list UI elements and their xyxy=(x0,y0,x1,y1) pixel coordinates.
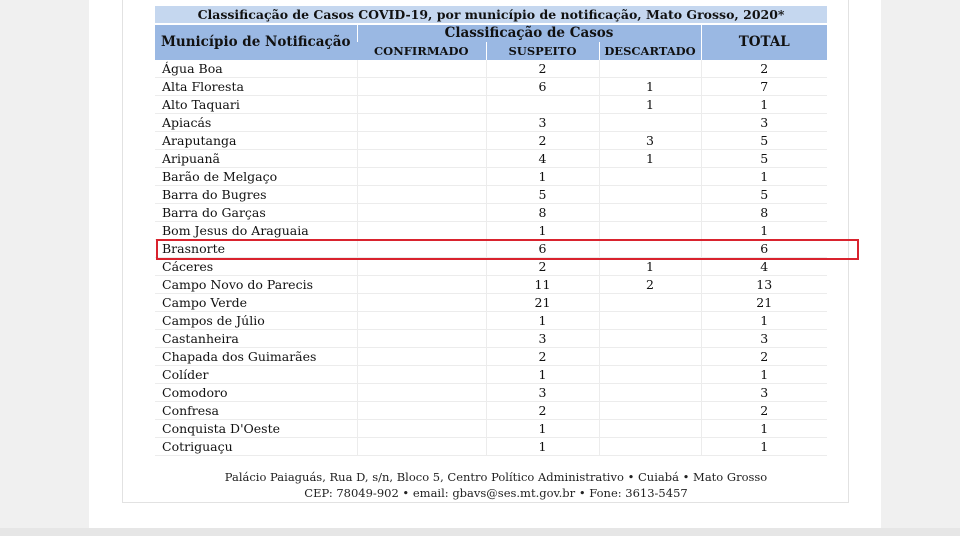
cell-confirmado xyxy=(357,384,486,402)
header-descartado: DESCARTADO xyxy=(599,42,701,60)
cell-confirmado xyxy=(357,438,486,456)
header-total: TOTAL xyxy=(701,24,827,60)
cell-municipio: Colíder xyxy=(155,366,357,384)
table-row xyxy=(155,96,827,114)
cell-descartado xyxy=(599,348,701,366)
cell-descartado xyxy=(599,114,701,132)
table-row xyxy=(155,258,827,276)
cell-descartado: 1 xyxy=(599,150,701,168)
cell-municipio: Comodoro xyxy=(155,384,357,402)
cell-municipio: Alto Taquari xyxy=(155,96,357,114)
cell-descartado xyxy=(599,186,701,204)
cell-total: 3 xyxy=(701,330,827,348)
cell-municipio: Água Boa xyxy=(155,60,357,78)
footer-contact: CEP: 78049-902 • email: gbavs@ses.mt.gov.br • Fone: 3613-5457 xyxy=(304,486,688,500)
cell-total: 6 xyxy=(701,240,827,258)
table-row xyxy=(155,402,827,420)
cell-confirmado xyxy=(357,402,486,420)
cell-suspeito: 1 xyxy=(486,366,599,384)
table-row xyxy=(155,78,827,96)
cell-suspeito: 1 xyxy=(486,420,599,438)
cell-suspeito: 8 xyxy=(486,204,599,222)
cell-descartado xyxy=(599,240,701,258)
table-row xyxy=(155,186,827,204)
cell-confirmado xyxy=(357,78,486,96)
cell-confirmado xyxy=(357,114,486,132)
cell-confirmado xyxy=(357,312,486,330)
cell-suspeito: 1 xyxy=(486,222,599,240)
cell-suspeito xyxy=(486,96,599,114)
table-row xyxy=(155,420,827,438)
cell-suspeito: 21 xyxy=(486,294,599,312)
cell-confirmado xyxy=(357,150,486,168)
cell-descartado xyxy=(599,60,701,78)
cell-municipio: Araputanga xyxy=(155,132,357,150)
cell-descartado: 1 xyxy=(599,258,701,276)
cell-total: 13 xyxy=(701,276,827,294)
cell-total: 2 xyxy=(701,402,827,420)
table-row xyxy=(155,330,827,348)
cell-descartado: 1 xyxy=(599,78,701,96)
cell-municipio: Castanheira xyxy=(155,330,357,348)
cell-confirmado xyxy=(357,168,486,186)
cell-descartado xyxy=(599,438,701,456)
header-suspeito: SUSPEITO xyxy=(486,42,599,60)
cell-suspeito: 6 xyxy=(486,240,599,258)
cell-municipio: Barra do Garças xyxy=(155,204,357,222)
cell-confirmado xyxy=(357,258,486,276)
cell-confirmado xyxy=(357,240,486,258)
cell-suspeito: 2 xyxy=(486,258,599,276)
cell-total: 7 xyxy=(701,78,827,96)
cell-municipio: Confresa xyxy=(155,402,357,420)
table-row xyxy=(155,114,827,132)
cell-total: 3 xyxy=(701,114,827,132)
covid-cases-table xyxy=(155,6,827,456)
cell-total: 4 xyxy=(701,258,827,276)
cell-confirmado xyxy=(357,366,486,384)
cell-suspeito: 2 xyxy=(486,132,599,150)
cell-confirmado xyxy=(357,96,486,114)
cell-confirmado xyxy=(357,420,486,438)
cell-suspeito: 3 xyxy=(486,114,599,132)
cell-descartado xyxy=(599,312,701,330)
cell-municipio: Brasnorte xyxy=(155,240,357,258)
cell-total: 1 xyxy=(701,420,827,438)
cell-municipio: Conquista D'Oeste xyxy=(155,420,357,438)
header-confirmado: CONFIRMADO xyxy=(357,42,486,60)
cell-municipio: Campo Verde xyxy=(155,294,357,312)
cell-descartado: 1 xyxy=(599,96,701,114)
cell-municipio: Barra do Bugres xyxy=(155,186,357,204)
cell-confirmado xyxy=(357,330,486,348)
cell-suspeito: 2 xyxy=(486,348,599,366)
cell-descartado xyxy=(599,330,701,348)
bottom-strip xyxy=(0,528,960,536)
cell-suspeito: 2 xyxy=(486,402,599,420)
cell-suspeito: 11 xyxy=(486,276,599,294)
cell-total: 8 xyxy=(701,204,827,222)
cell-confirmado xyxy=(357,204,486,222)
cell-descartado xyxy=(599,402,701,420)
cell-confirmado xyxy=(357,294,486,312)
cell-municipio: Apiacás xyxy=(155,114,357,132)
cell-descartado xyxy=(599,222,701,240)
cell-suspeito: 4 xyxy=(486,150,599,168)
cell-suspeito: 1 xyxy=(486,438,599,456)
cell-suspeito: 6 xyxy=(486,78,599,96)
cell-total: 1 xyxy=(701,168,827,186)
cell-confirmado xyxy=(357,222,486,240)
table-row xyxy=(155,240,827,258)
cell-suspeito: 3 xyxy=(486,330,599,348)
table-row xyxy=(155,150,827,168)
cell-total: 5 xyxy=(701,186,827,204)
cell-municipio: Cotriguaçu xyxy=(155,438,357,456)
cell-total: 5 xyxy=(701,150,827,168)
cell-municipio: Bom Jesus do Araguaia xyxy=(155,222,357,240)
cell-confirmado xyxy=(357,276,486,294)
cell-descartado xyxy=(599,420,701,438)
table-row xyxy=(155,312,827,330)
cell-total: 1 xyxy=(701,366,827,384)
cell-total: 5 xyxy=(701,132,827,150)
cell-confirmado xyxy=(357,186,486,204)
cell-total: 1 xyxy=(701,438,827,456)
footer-address: Palácio Paiaguás, Rua D, s/n, Bloco 5, Centro Político Administrativo • Cuiabá • Mato Grosso xyxy=(224,470,768,484)
cell-descartado xyxy=(599,294,701,312)
cell-suspeito: 2 xyxy=(486,60,599,78)
table-row xyxy=(155,294,827,312)
cell-confirmado xyxy=(357,348,486,366)
cell-municipio: Alta Floresta xyxy=(155,78,357,96)
table-body xyxy=(155,60,827,456)
cell-municipio: Chapada dos Guimarães xyxy=(155,348,357,366)
cell-descartado: 3 xyxy=(599,132,701,150)
cell-suspeito: 3 xyxy=(486,384,599,402)
cell-municipio: Campo Novo do Parecis xyxy=(155,276,357,294)
table-row xyxy=(155,132,827,150)
table-row xyxy=(155,384,827,402)
cell-total: 21 xyxy=(701,294,827,312)
header-classificacao: Classificação de Casos xyxy=(357,24,701,42)
cell-municipio: Cáceres xyxy=(155,258,357,276)
table-row xyxy=(155,348,827,366)
cell-municipio: Barão de Melgaço xyxy=(155,168,357,186)
table-row xyxy=(155,204,827,222)
table-row xyxy=(155,438,827,456)
table-row xyxy=(155,276,827,294)
cell-descartado xyxy=(599,384,701,402)
cell-descartado xyxy=(599,204,701,222)
table-row xyxy=(155,222,827,240)
cell-total: 1 xyxy=(701,96,827,114)
cell-total: 1 xyxy=(701,312,827,330)
cell-descartado: 2 xyxy=(599,276,701,294)
table-row xyxy=(155,168,827,186)
cell-total: 2 xyxy=(701,60,827,78)
cell-total: 3 xyxy=(701,384,827,402)
header-municipio: Município de Notificação xyxy=(155,24,357,60)
cell-suspeito: 1 xyxy=(486,168,599,186)
cell-municipio: Campos de Júlio xyxy=(155,312,357,330)
cell-suspeito: 1 xyxy=(486,312,599,330)
cell-total: 1 xyxy=(701,222,827,240)
table-row xyxy=(155,366,827,384)
cell-suspeito: 5 xyxy=(486,186,599,204)
cell-descartado xyxy=(599,168,701,186)
table-title: Classificação de Casos COVID-19, por município de notificação, Mato Grosso, 2020* xyxy=(155,6,827,24)
cell-descartado xyxy=(599,366,701,384)
cell-total: 2 xyxy=(701,348,827,366)
cell-confirmado xyxy=(357,60,486,78)
cell-confirmado xyxy=(357,132,486,150)
cell-municipio: Aripuanã xyxy=(155,150,357,168)
table-row xyxy=(155,60,827,78)
